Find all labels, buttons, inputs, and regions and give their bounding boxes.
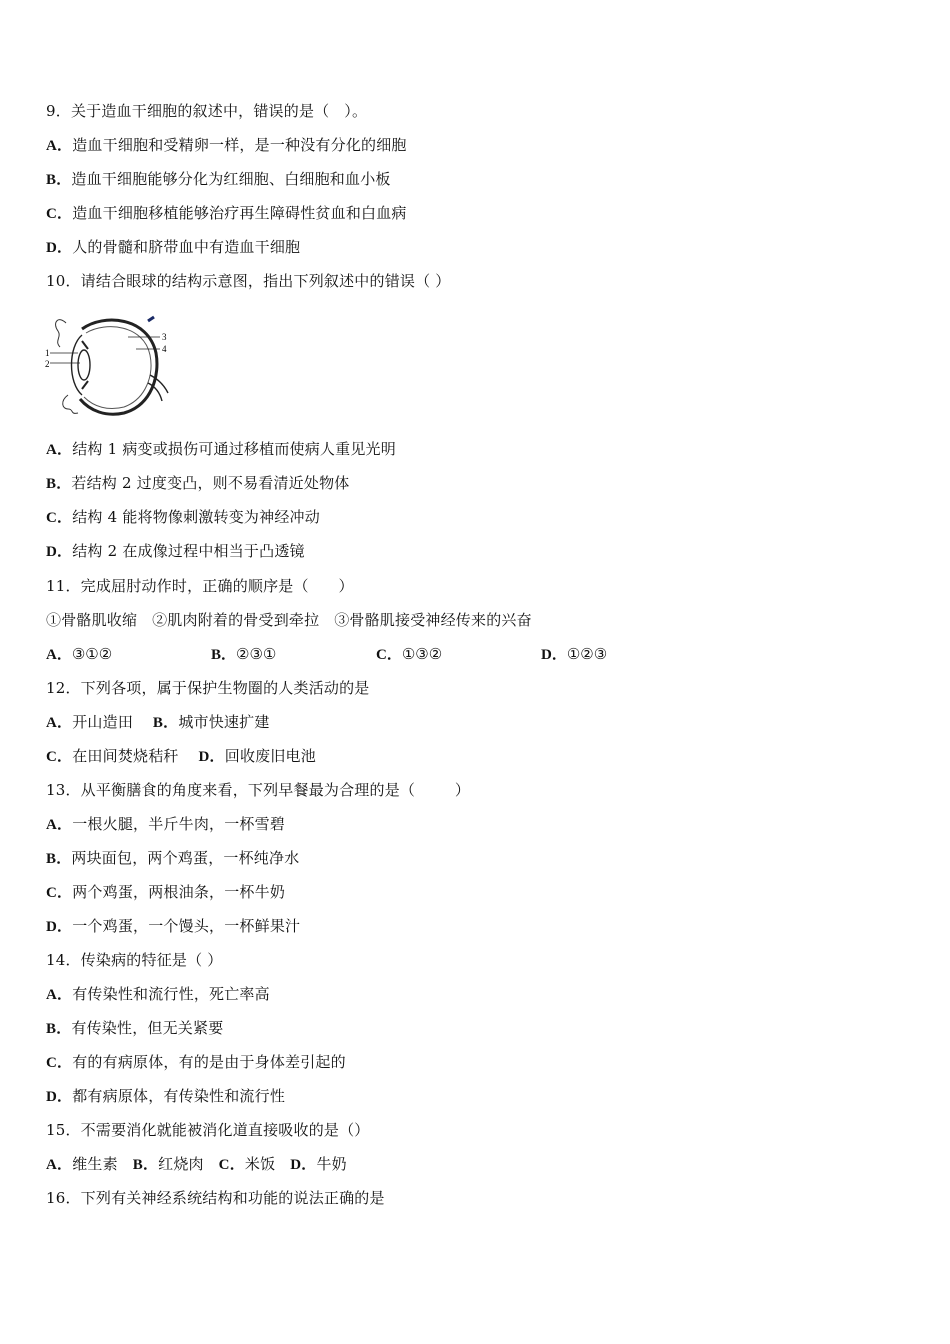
option-letter: D． [541,647,567,663]
option-text: 开山造田 [72,713,153,731]
eyeball-diagram [44,313,174,421]
option-letter: D． [46,544,73,560]
q14-option-c [46,1052,346,1073]
q12-stem: 12．下列各项，属于保护生物圈的人类活动的是 [46,679,370,697]
q9-option-b [46,169,391,190]
q13-option-a [46,814,285,835]
q16-stem: 16．下列有关神经系统结构和功能的说法正确的是 [46,1189,385,1207]
option-letter: C． [46,749,73,765]
option-text: 有传染性，但无关紧要 [71,1019,224,1037]
q11-option-d [541,644,607,665]
q14-option-a [46,984,270,1005]
q13-option-d [46,916,300,937]
eye-muscle [148,317,154,321]
option-letter: B． [46,476,72,492]
option-text: ①③② [401,645,443,663]
option-letter: C． [376,647,402,663]
option-letter: D． [290,1157,317,1173]
option-text: 造血干细胞和受精卵一样，是一种没有分化的细胞 [72,136,407,154]
option-text: 维生素 [72,1155,133,1173]
option-text: 牛奶 [316,1155,347,1173]
option-text: 结构 2 在成像过程中相当于凸透镜 [72,542,305,560]
sclera [80,320,157,414]
option-text: ①②③ [566,645,608,663]
option-text: 城市快速扩建 [178,713,270,731]
label-1: 1 [45,348,50,358]
option-letter: A． [46,817,73,833]
option-text: 米饭 [244,1155,291,1173]
q15-stem: 15．不需要消化就能被消化道直接吸收的是（） [46,1121,370,1139]
q10-option-c [46,507,320,528]
option-letter: A． [46,138,73,154]
cornea [72,335,83,395]
label-2: 2 [45,359,50,369]
lower-eyelid [63,395,78,413]
q9-option-c [46,203,407,224]
iris [82,341,88,389]
option-text: 造血干细胞移植能够治疗再生障碍性贫血和白血病 [72,204,407,222]
option-letter: D． [46,919,73,935]
q11-option-c [376,644,442,665]
option-letter: B． [211,647,237,663]
q11-options-row [46,644,646,664]
q9-option-d [46,237,300,258]
q14-option-d [46,1086,285,1107]
option-text: 结构 1 病变或损伤可通过移植而使病人重见光明 [72,440,396,458]
option-letter: A． [46,647,72,663]
q10-option-a [46,439,396,460]
q11-option-b [211,644,276,665]
option-text: 一个鸡蛋，一个馒头，一杯鲜果汁 [72,917,301,935]
q10-option-b [46,473,350,494]
option-text: 红烧肉 [158,1155,219,1173]
option-letter: A． [46,715,73,731]
option-text: ②③① [236,645,277,663]
option-letter: C． [46,206,73,222]
option-text: ③①② [71,645,113,663]
option-letter: B． [46,1021,72,1037]
option-text: 两块面包，两个鸡蛋，一杯纯净水 [71,849,300,867]
lens [78,350,90,380]
q14-stem: 14．传染病的特征是（ ） [46,951,223,969]
q13-option-c [46,882,285,903]
option-letter: B． [46,851,72,867]
option-letter: C． [46,1055,73,1071]
q11-stem: 11．完成屈肘动作时，正确的顺序是（ ） [46,577,354,595]
option-letter: C． [46,885,73,901]
q9-option-a [46,135,407,156]
q14-option-b [46,1018,223,1039]
option-letter: A． [46,987,73,1003]
option-letter: B． [46,172,72,188]
label-4: 4 [162,344,167,354]
q15-options [46,1154,347,1175]
option-text: 有传染性和流行性，死亡率高 [72,985,270,1003]
option-text: 结构 4 能将物像刺激转变为神经冲动 [72,508,320,526]
option-letter: D． [198,749,225,765]
option-letter: D． [46,1089,73,1105]
option-letter: D． [46,240,73,256]
q9-stem: 9．关于造血干细胞的叙述中，错误的是（ ）。 [46,102,368,120]
q11-option-a [46,644,112,665]
option-letter: A． [46,442,73,458]
q12-options-cd [46,746,316,767]
option-text: 若结构 2 过度变凸，则不易看清近处物体 [71,474,350,492]
retina [84,327,151,409]
q13-stem: 13．从平衡膳食的角度来看，下列早餐最为合理的是（ ） [46,781,471,799]
option-text: 有的有病原体，有的是由于身体差引起的 [72,1053,346,1071]
option-letter: C． [218,1157,245,1173]
q10-stem: 10．请结合眼球的结构示意图，指出下列叙述中的错误（ ） [46,272,451,290]
option-text: 都有病原体，有传染性和流行性 [72,1087,286,1105]
q12-options-ab [46,712,270,733]
option-text: 人的骨髓和脐带血中有造血干细胞 [72,238,301,256]
option-letter: B． [132,1157,159,1173]
option-letter: A． [46,1157,73,1173]
option-text: 造血干细胞能够分化为红细胞、白细胞和血小板 [71,170,391,188]
option-text: 在田间焚烧秸秆 [72,747,199,765]
option-letter: C． [46,510,73,526]
label-3: 3 [162,332,167,342]
q10-option-d [46,541,305,562]
option-text: 回收废旧电池 [224,747,316,765]
option-letter: B． [152,715,179,731]
upper-eyelid [56,320,66,347]
option-text: 两个鸡蛋，两根油条，一杯牛奶 [72,883,286,901]
q13-option-b [46,848,299,869]
q11-statements: ①骨骼肌收缩 ②肌肉附着的骨受到牵拉 ③骨骼肌接受神经传来的兴奋 [46,611,532,629]
option-text: 一根火腿，半斤牛肉，一杯雪碧 [72,815,286,833]
